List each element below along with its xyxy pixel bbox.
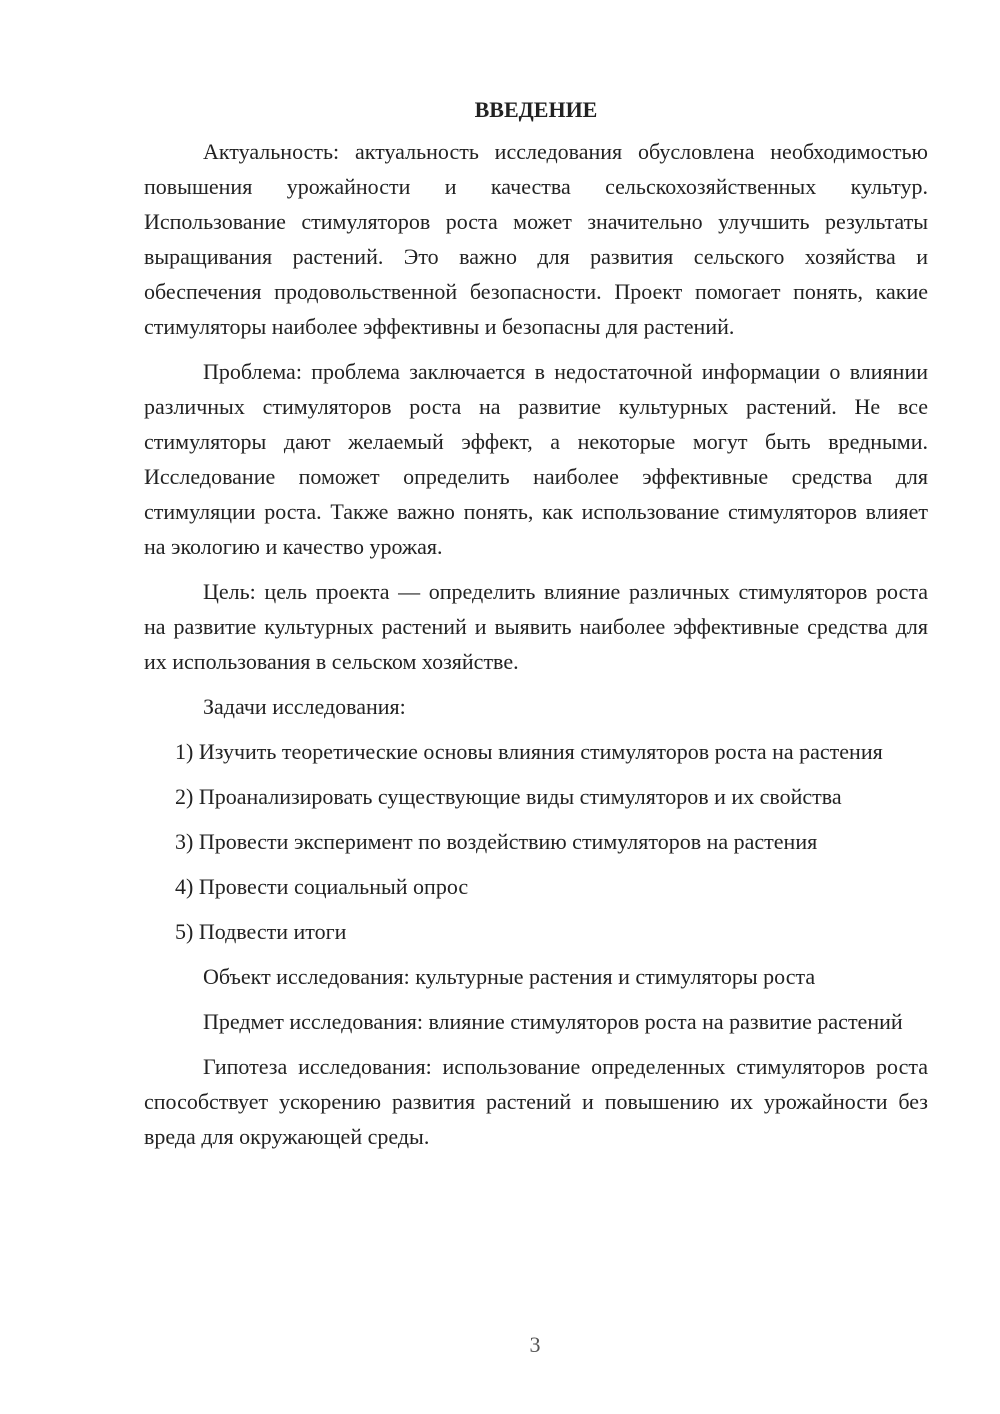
object-paragraph: Объект исследования: культурные растения и стимуляторы роста	[203, 964, 816, 989]
document-page	[144, 92, 928, 1164]
subject-paragraph: Предмет исследования: влияние стимуляторов роста на развитие растений	[203, 1009, 903, 1034]
task-item: 1) Изучить теоретические основы влияния стимуляторов роста на растения	[175, 739, 883, 764]
problem-paragraph: Проблема: проблема заключается в недостаточной информации о влиянии различных стимуляторов роста на развитие культурных растений. Не все стимуляторы дают желаемый эффект, а некоторые могут быть вредными. Исследование поможет определить наиболее эффективные средства для стимуляции роста. Также важно понять, как использование стимуляторов влияет на экологию и качество урожая.	[144, 359, 928, 559]
task-item: 5) Подвести итоги	[175, 919, 347, 944]
tasks-list	[144, 734, 928, 949]
task-item: 2) Проанализировать существующие виды стимуляторов и их свойства	[175, 784, 842, 809]
goal-paragraph: Цель: цель проекта — определить влияние различных стимуляторов роста на развитие культурных растений и выявить наиболее эффективные средства для их использования в сельском хозяйстве.	[144, 579, 928, 674]
section-title: ВВЕДЕНИЕ	[474, 97, 598, 122]
tasks-heading: Задачи исследования:	[203, 694, 406, 719]
task-item: 4) Провести социальный опрос	[175, 874, 469, 899]
relevance-paragraph: Актуальность: актуальность исследования обусловлена необходимостью повышения урожайности и качества сельскохозяйственных культур. Использование стимуляторов роста может значительно улучшить результаты выращивания растений. Это важно для развития сельского хозяйства и обеспечения продовольственной безопасности. Проект помогает понять, какие стимуляторы наиболее эффективны и безопасны для растений.	[144, 139, 928, 339]
hypothesis-paragraph: Гипотеза исследования: использование определенных стимуляторов роста способствует ускорению развития растений и повышению их урожайности без вреда для окружающей среды.	[144, 1054, 928, 1149]
task-item: 3) Провести эксперимент по воздействию стимуляторов на растения	[175, 829, 818, 854]
page-number: 3	[529, 1332, 541, 1357]
